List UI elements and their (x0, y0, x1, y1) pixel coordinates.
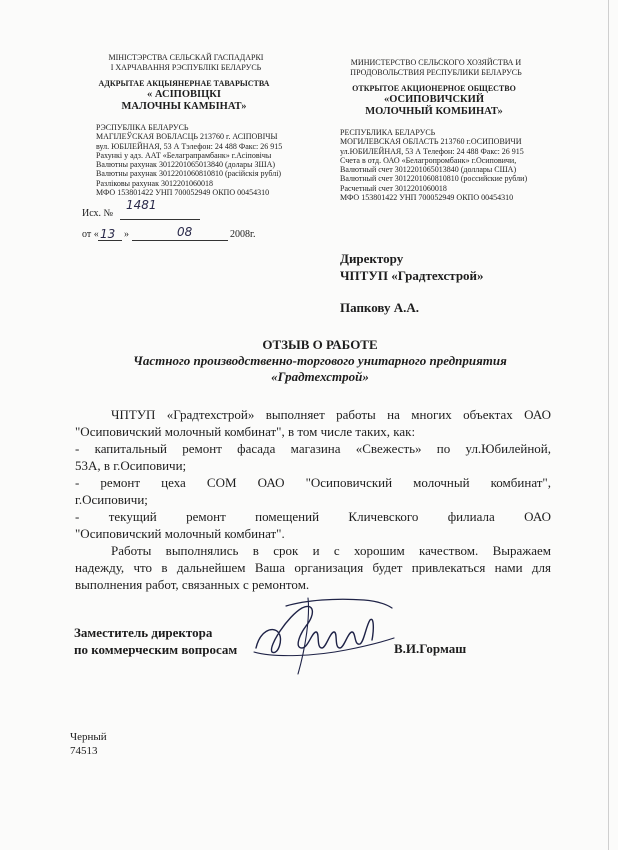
addressee-title: Директору (340, 251, 404, 266)
left-req-line: Валютны рахунак 3012201060810810 (расійскія рублі) (96, 169, 282, 179)
left-org-type: АДКРЫТАЕ АКЦЫЯНЕРНАЕ ТАВАРЫСТВА (98, 79, 270, 88)
right-org-name (328, 94, 540, 118)
executor-phone: 74513 (70, 745, 98, 757)
right-req-line: Валютный счет 3012201060810810 (российские рубли) (340, 174, 528, 184)
left-req-line: Разліковы рахунак 3012201060018 (96, 178, 213, 188)
right-req-line: МОГИЛЕВСКАЯ ОБЛАСТЬ 213760 г.ОСИПОВИЧИ (340, 137, 522, 147)
handwritten-signature (246, 586, 396, 681)
right-ministry (330, 58, 542, 78)
date-day-value: 13 (100, 227, 116, 241)
body-line: "Осиповичский молочный комбинат", в том числе таких, как: (75, 424, 416, 439)
left-req-line: вул. ЮБІЛЕЙНАЯ, 53 А Тэлефон: 24 488 Факс: 26 915 (96, 141, 283, 151)
body-line: - ремонт цеха СОМ ОАО "Осиповичский молочный комбинат", (75, 475, 551, 490)
title-line-2: Частного производственно-торгового унитарного предприятия (133, 353, 507, 368)
body-line: - текущий ремонт помещений Кличевского филиала ОАО (75, 509, 551, 524)
right-req-line: МФО 153801422 УНП 700052949 ОКПО 00454310 (340, 193, 514, 203)
left-ministry-line-2: І ХАРЧАВАННЯ РЭСПУБЛІКІ БЕЛАРУСЬ (110, 63, 262, 72)
signatory-position (74, 624, 237, 658)
body-line: выполнения работ, связанных с ремонтом. (75, 577, 310, 592)
date-mid-mark: » (124, 229, 129, 240)
left-org-name (78, 89, 290, 113)
addressee-name: Папкову А.А. (340, 300, 420, 315)
addressee (340, 250, 484, 316)
body-paragraph-1 (75, 406, 551, 542)
title-line-3: «Градтехстрой» (271, 369, 369, 384)
left-req-line: Рахункі у адз. ААТ «Белаграпрамбанк» г.Асіповічы (96, 150, 272, 160)
addressee-company: ЧПТУП «Градтехстрой» (340, 268, 484, 283)
left-ministry (86, 53, 286, 73)
left-req-line: РЭСПУБЛІКА БЕЛАРУСЬ (96, 123, 189, 132)
left-requisites (96, 123, 282, 197)
right-req-line: Счета в отд. ОАО «Белагропромбанк» г.Осиповичи, (340, 155, 517, 165)
body-line: - капитальный ремонт фасада магазина «Свежесть» по ул.Юбилейной, (75, 441, 551, 456)
outgoing-number-label: Исх. № (82, 208, 114, 219)
body-line: 53А, в г.Осиповичи; (75, 458, 187, 473)
right-req-line: РЕСПУБЛИКА БЕЛАРУСЬ (340, 128, 436, 137)
signatory-position-line-1: Заместитель директора (74, 625, 213, 640)
executor-name: Черный (70, 731, 107, 743)
left-req-line: МАГІЛЕЎСКАЯ ВОБЛАСЦЬ 213760 г. АСІПОВІЧЫ (96, 132, 278, 142)
outgoing-number-value: 1481 (126, 198, 157, 212)
left-req-line: МФО 153801422 УНП 700052949 ОКПО 00454310 (96, 188, 270, 198)
executor-info (70, 730, 107, 758)
date-year: 2008г. (230, 229, 256, 240)
document-title (70, 337, 570, 385)
outgoing-date (82, 225, 282, 243)
date-from-label: от « (82, 229, 99, 240)
left-ministry-line-1: МІНІСТЭРСТВА СЕЛЬСКАЙ ГАСПАДАРКІ (108, 53, 264, 62)
scan-edge-line (608, 0, 609, 850)
right-req-line: ул.ЮБИЛЕЙНАЯ, 53 А Телефон: 24 488 Факс: 26 915 (340, 146, 524, 156)
body-line: Работы выполнялись в срок и с хорошим качеством. Выражаем (111, 543, 551, 558)
left-org-name-line-2: МАЛОЧНЫ КАМБІНАТ» (121, 101, 247, 112)
signatory-position-line-2: по коммерческим вопросам (74, 642, 238, 657)
right-org-name-line-1: «ОСИПОВИЧСКИЙ (383, 94, 485, 105)
right-ministry-line-1: МИНИСТЕРСТВО СЕЛЬСКОГО ХОЗЯЙСТВА И (350, 58, 522, 67)
left-org-name-line-1: « АСІПОВІЦКІ (147, 89, 221, 100)
right-ministry-line-2: ПРОДОВОЛЬСТВИЯ РЕСПУБЛИКИ БЕЛАРУСЬ (350, 68, 522, 77)
left-req-line: Валютны рахунак 3012201065013840 (долары ЗША) (96, 160, 276, 170)
signatory-name: В.И.Гормаш (394, 641, 467, 656)
outgoing-number (82, 198, 252, 222)
body-line: надежду, что в дальнейшем Ваша организация будет привлекаться нами для (75, 560, 551, 575)
title-line-1: ОТЗЫВ О РАБОТЕ (262, 337, 378, 352)
right-org-name-line-2: МОЛОЧНЫЙ КОМБИНАТ» (365, 106, 503, 117)
right-req-line: Валютный счет 3012201065013840 (доллары США) (340, 165, 517, 175)
body-line: "Осиповичский молочный комбинат". (75, 526, 285, 541)
body-line: ЧПТУП «Градтехстрой» выполняет работы на многих объектах ОАО (111, 407, 551, 422)
right-req-line: Расчетный счет 3012201060018 (340, 183, 447, 193)
date-month-value: 08 (177, 225, 193, 239)
right-org-type: ОТКРЫТОЕ АКЦИОНЕРНОЕ ОБЩЕСТВО (352, 84, 516, 93)
right-requisites (340, 128, 527, 202)
body-line: г.Осиповичи; (75, 492, 148, 507)
